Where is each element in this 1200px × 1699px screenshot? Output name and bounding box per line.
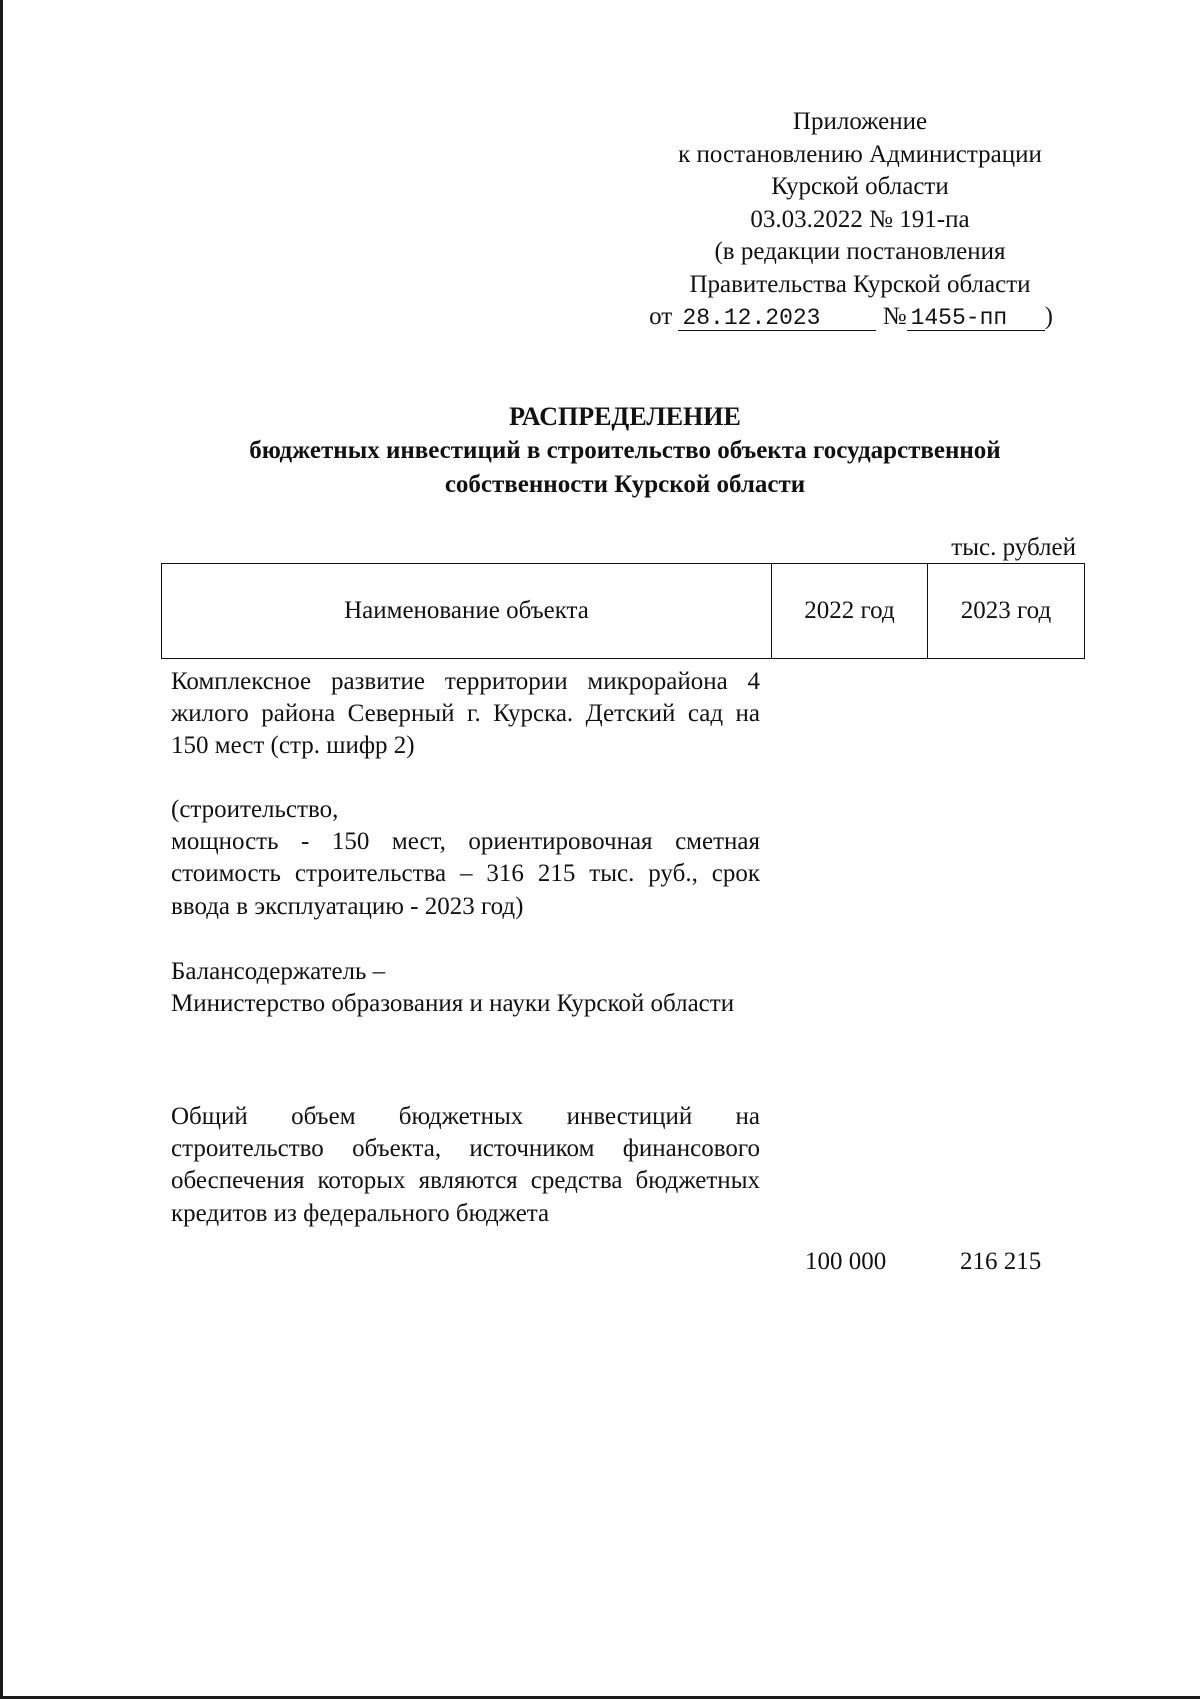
title-sub-line-2: собственности Курской области: [444, 471, 806, 498]
appendix-date-line: [602, 301, 1100, 334]
appendix-line-6: Правительства Курской области: [689, 270, 1031, 298]
date-prefix: от: [649, 303, 673, 330]
balance-holder-paragraph: [171, 956, 760, 1020]
closing-paren: ): [1044, 303, 1053, 330]
construction-line-1: (строительство,: [171, 796, 339, 823]
object-name-paragraph: [171, 666, 760, 763]
appendix-line-3: Курской области: [771, 173, 949, 200]
title-sub-line-1: бюджетных инвестиций в строительство объекта государственной: [249, 437, 1001, 464]
appendix-line-5: (в редакции постановления: [714, 238, 1006, 265]
date-value: 28.12.2023: [678, 306, 876, 331]
units-label: тыс. рублей: [951, 534, 1076, 561]
object-name: Комплексное развитие территории микрорайона 4 жилого района Северный г. Курска. Детский сад на 150 мест (стр. шифр 2): [171, 668, 760, 760]
holder-line-2: Министерство образования и науки Курской области: [171, 990, 735, 1018]
investment-volume-paragraph: [171, 1101, 760, 1230]
scan-edge-left: [0, 0, 3, 1699]
holder-line-1: Балансодержатель –: [171, 958, 386, 985]
header-year-2023: 2023 год: [960, 597, 1052, 624]
title-main: РАСПРЕДЕЛЕНИЕ: [509, 402, 741, 431]
appendix-line-4: 03.03.2022 № 191-па: [750, 205, 970, 233]
construction-line-2: мощность - 150 мест, ориентировочная сметная стоимость строительства – 316 215 тыс. руб., срок ввода в эксплуатацию - 2023 год): [171, 828, 760, 920]
number-prefix: №: [882, 303, 907, 330]
appendix-line-1: Приложение: [792, 108, 928, 135]
construction-paragraph: [171, 794, 760, 923]
header-object-name: Наименование объекта: [162, 564, 772, 658]
value-2022: 100 000: [805, 1248, 887, 1275]
number-value: 1455-пп: [907, 306, 1045, 331]
table-header: [161, 563, 1085, 659]
volume-text: Общий объем бюджетных инвестиций на строительство объекта, источником финансового обеспечения которых являются средства бюджетных кредитов из федерального бюджета: [171, 1103, 760, 1227]
appendix-block: [620, 106, 1100, 334]
header-year-2022: 2022 год: [772, 564, 928, 658]
value-2023: 216 215: [960, 1248, 1042, 1275]
document-title: [150, 400, 1100, 502]
appendix-line-2: к постановлению Администрации: [678, 140, 1042, 168]
